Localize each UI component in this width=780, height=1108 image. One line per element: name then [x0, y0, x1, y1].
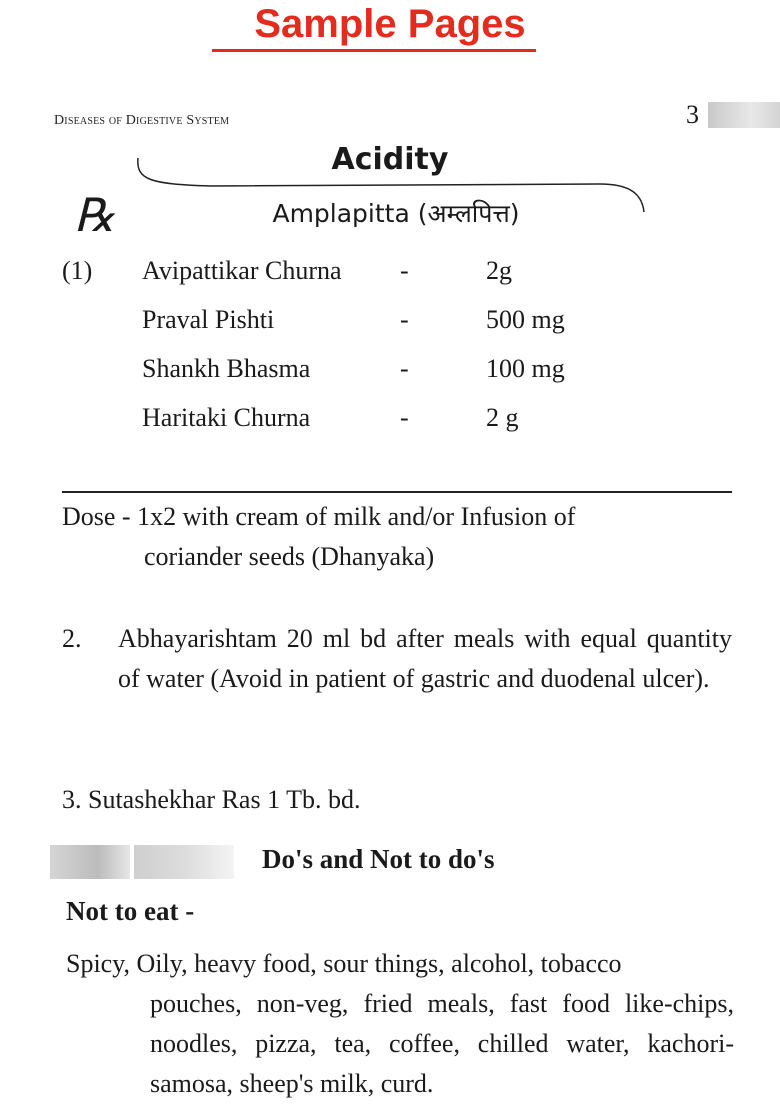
separator-dash: -	[400, 403, 409, 432]
separator-dash: -	[400, 256, 409, 285]
rx-icon: ℞	[74, 190, 116, 241]
prescription-row	[142, 305, 602, 345]
not-to-eat-list	[66, 944, 734, 1104]
heading-shade-decoration	[134, 845, 234, 879]
page-number: 3	[686, 100, 699, 129]
dose-line-2: coriander seeds (Dhanyaka)	[144, 542, 435, 571]
list-text: Abhayarishtam 20 ml bd after meals with equal quantity of water (Avoid in patient of gastric and duodenal ulcer).	[118, 624, 732, 693]
banner-title: Sample Pages	[254, 2, 526, 46]
section-heading: Do's and Not to do's	[262, 844, 495, 874]
prescription-row	[142, 256, 602, 296]
separator-dash: -	[400, 354, 409, 383]
list-item-3: 3. Sutashekhar Ras 1 Tb. bd.	[62, 785, 361, 814]
not-to-eat-line-1: Spicy, Oily, heavy food, sour things, alcohol, tobacco	[66, 949, 622, 978]
page-subtitle: Amplapitta (अम्लपित्त)	[272, 199, 520, 228]
medicine-name: Haritaki Churna	[142, 403, 311, 432]
medicine-name: Praval Pishti	[142, 305, 275, 334]
prescription-row	[142, 354, 602, 394]
banner-underline	[212, 49, 536, 52]
medicine-name: Avipattikar Churna	[142, 256, 342, 285]
dose-paragraph	[62, 497, 732, 577]
subheading-not-to-eat: Not to eat -	[66, 896, 195, 926]
prescription-number: (1)	[62, 256, 93, 285]
medicine-quantity: 100 mg	[486, 354, 565, 383]
running-head: Diseases of Digestive System	[54, 113, 230, 128]
medicine-quantity: 2g	[486, 256, 512, 285]
page-title: Acidity	[331, 142, 449, 177]
medicine-quantity: 2 g	[486, 403, 519, 432]
list-number: 2.	[62, 624, 82, 653]
prescription-row	[142, 403, 602, 443]
medicine-quantity: 500 mg	[486, 305, 565, 334]
page-tab-decoration	[708, 102, 780, 128]
section-divider	[62, 491, 732, 493]
heading-shade-decoration	[50, 845, 130, 879]
dose-line-1: Dose - 1x2 with cream of milk and/or Infusion of	[62, 502, 576, 531]
medicine-name: Shankh Bhasma	[142, 354, 311, 383]
not-to-eat-rest: pouches, non-veg, fried meals, fast food like-chips, noodles, pizza, tea, coffee, chilled water, kachori-samosa, sheep's milk, curd.	[150, 989, 734, 1098]
separator-dash: -	[400, 305, 409, 334]
